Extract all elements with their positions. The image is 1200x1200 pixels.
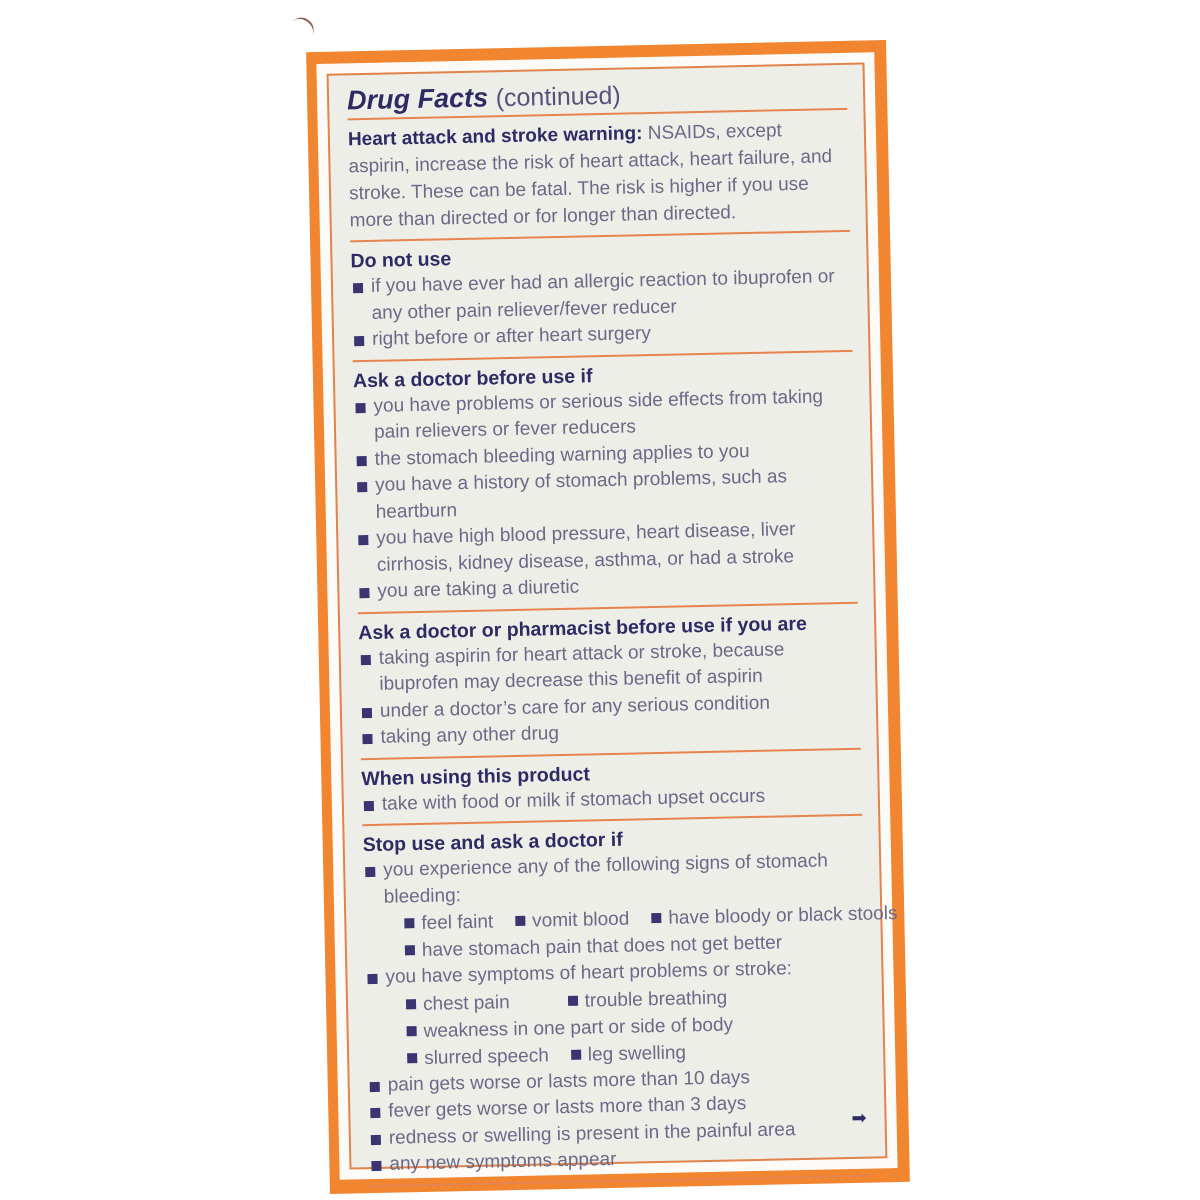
title-continued: (continued) — [495, 81, 622, 113]
bullet-icon — [405, 945, 415, 955]
list-item: pain gets worse or lasts more than 10 days — [367, 1062, 867, 1099]
bullet-icon — [515, 916, 525, 926]
heart-warning-section — [348, 110, 850, 242]
list-item: fever gets worse or lasts more than 3 days — [368, 1089, 868, 1126]
section-heading: When using this product — [361, 762, 591, 790]
bullet-icon — [651, 913, 661, 923]
do-not-use-section — [350, 232, 852, 362]
list-item: if you have ever had an allergic reaction to ibuprofen or any other pain reliever/fever reducer — [351, 264, 852, 327]
package-box — [306, 40, 910, 1194]
list-item: you have high blood pressure, heart disease, liver cirrhosis, kidney disease, asthma, or had a stroke — [356, 516, 857, 579]
section-heading: Do not use — [350, 248, 452, 273]
bullet-icon — [406, 999, 416, 1009]
list-item: take with food or milk if stomach upset occurs — [362, 781, 862, 818]
list-item: you have problems or serious side effects from taking pain relievers or fever reducers — [353, 383, 854, 446]
stop-use-section — [362, 816, 898, 1187]
section-heading: Ask a doctor or pharmacist before use if you are — [358, 612, 808, 644]
bullet-icon — [407, 1026, 417, 1036]
bullet-icon — [571, 1049, 581, 1059]
section-heading: Stop use and ask a doctor if — [362, 828, 623, 857]
drug-facts-panel — [327, 63, 898, 1175]
list-item: taking any other drug — [360, 715, 860, 752]
list-item: under a doctor’s care for any serious condition — [360, 688, 860, 725]
section-heading: Ask a doctor before use if — [352, 364, 593, 392]
bullet-icon — [404, 918, 414, 928]
sub-item: weakness in one part or side of body — [423, 1013, 734, 1042]
sub-item: leg swelling — [587, 1041, 687, 1066]
heart-warning-label: Heart attack and stroke warning: — [347, 123, 643, 151]
ask-doctor-section — [353, 351, 858, 613]
box-flap — [286, 13, 318, 45]
list-item: the stomach bleeding warning applies to you — [354, 436, 854, 473]
continue-arrow-icon: ➡ — [851, 1107, 867, 1129]
list-item: you have a history of stomach problems, such as heartburn — [355, 463, 856, 526]
sub-item: have stomach pain that does not get better — [421, 932, 783, 961]
bullet-icon — [568, 995, 578, 1005]
heart-warning-body: NSAIDs, except aspirin, increase the risk of heart attack, heart failure, and stroke. These can be fatal. The risk is higher if you use more than directed or for longer than directed. — [348, 120, 833, 232]
heart-warning-text — [348, 116, 850, 234]
list-item: redness or swelling is present in the painful area — [369, 1115, 869, 1152]
sub-item: chest pain — [422, 991, 510, 1015]
sub-item: vomit blood — [531, 908, 630, 932]
list-item: any new symptoms appear — [369, 1142, 869, 1179]
title-main: Drug Facts — [346, 82, 489, 116]
list-item: you are taking a diuretic — [357, 569, 857, 606]
list-item: taking aspirin for heart attack or stroke, because ibuprofen may decrease this benefit of aspirin — [359, 635, 860, 698]
sub-item: have bloody or black stools — [668, 903, 898, 929]
sub-item: trouble breathing — [584, 987, 728, 1012]
list-item: you experience any of the following signs of stomach bleeding: — [363, 848, 864, 911]
when-using-section — [361, 749, 862, 826]
box-border — [316, 52, 897, 1179]
sub-item: feel faint — [421, 911, 494, 934]
sub-item: slurred speech — [423, 1044, 550, 1069]
ask-pharmacist-section — [358, 603, 861, 759]
list-item: you have symptoms of heart problems or stroke: — [365, 955, 865, 992]
list-item: right before or after heart surgery — [352, 317, 852, 354]
bullet-icon — [407, 1053, 417, 1063]
